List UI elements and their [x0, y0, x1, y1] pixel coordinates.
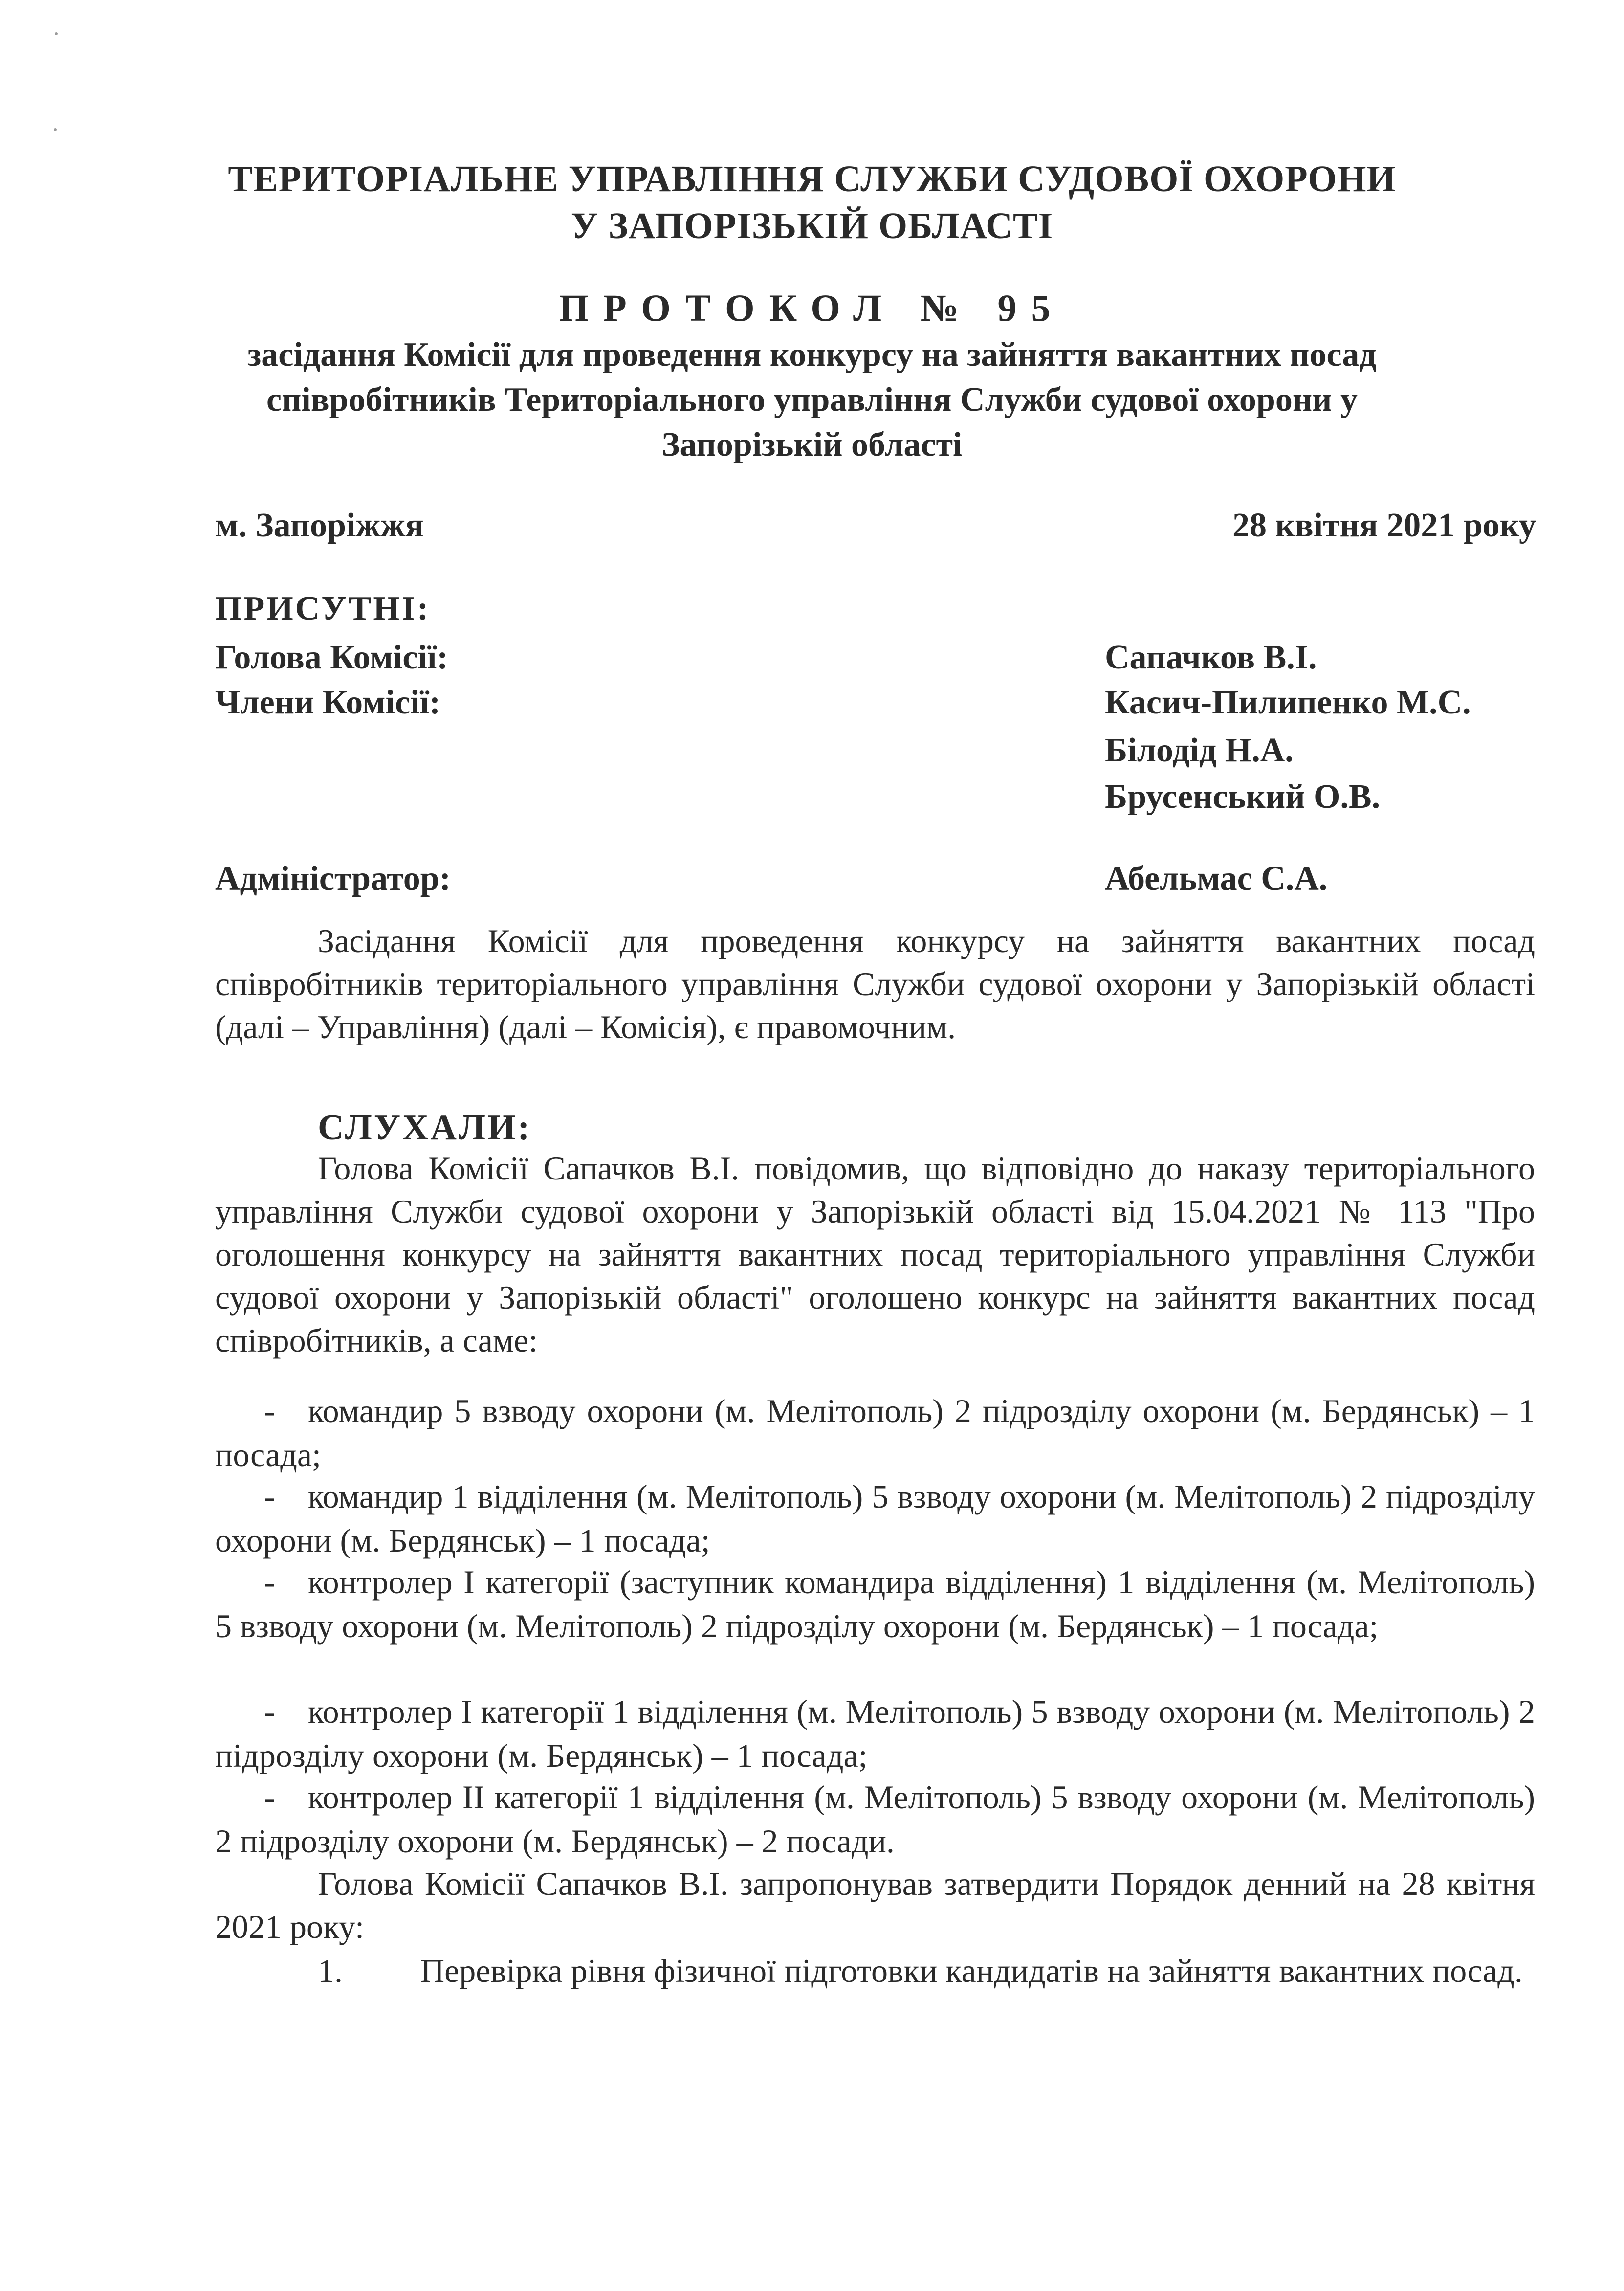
position-item: [215, 1560, 1535, 1648]
date: 28 квітня 2021 року: [1232, 507, 1536, 544]
organization-name: [147, 156, 1477, 249]
dash-bullet: -: [264, 1779, 275, 1816]
position-text: командир 1 відділення (м. Мелітополь) 5 взводу охорони (м. Мелітополь) 2 підрозділу охорони (м. Бердянськ) – 1 посада;: [215, 1478, 1535, 1559]
protocol-subtitle-line2: співробітників Територіального управління Служби судової охорони у: [266, 381, 1358, 419]
protocol-title: ПРОТОКОЛ № 95: [559, 287, 1065, 329]
position-text: контролер I категорії (заступник командира відділення) 1 відділення (м. Мелітополь) 5 взводу охорони (м. Мелітополь) 2 підрозділу охорони (м. Бердянськ) – 1 посада;: [215, 1563, 1535, 1645]
administrator-name: Абельмас С.А.: [1105, 860, 1328, 897]
scan-speck: [55, 32, 58, 35]
position-text: контролер I категорії 1 відділення (м. Мелітополь) 5 взводу охорони (м. Мелітополь) 2 підрозділу охорони (м. Бердянськ) – 1 посада;: [215, 1693, 1535, 1774]
organization-name-line1: ТЕРИТОРІАЛЬНЕ УПРАВЛІННЯ СЛУЖБИ СУДОВОЇ ОХОРОНИ: [228, 158, 1396, 200]
dash-bullet: -: [264, 1693, 275, 1730]
agenda-item-number: 1.: [318, 1952, 343, 1989]
listened-paragraph: [215, 1147, 1535, 1362]
position-item: [215, 1474, 1535, 1562]
present-heading: ПРИСУТНІ:: [215, 590, 431, 627]
protocol-subtitle: [147, 333, 1477, 467]
position-text: командир 5 взводу охорони (м. Мелітополь) 2 підрозділу охорони (м. Бердянськ) – 1 посада;: [215, 1392, 1535, 1473]
protocol-subtitle-line3: Запорізькій області: [661, 426, 963, 464]
position-item: [215, 1775, 1535, 1863]
chair-name: Сапачков В.І.: [1105, 639, 1317, 676]
position-item: [215, 1389, 1535, 1477]
member-name: Касич-Пилипенко М.С.: [1105, 684, 1471, 721]
chair-label: Голова Комісії:: [215, 639, 448, 676]
agenda-paragraph: [215, 1862, 1535, 1948]
agenda-item-text: Перевірка рівня фізичної підготовки кандидатів на зайняття вакантних посад.: [420, 1952, 1523, 1989]
intro-text: Засідання Комісії для проведення конкурсу на зайняття вакантних посад співробітників територіального управління Служби судової охорони у Запорізькій області (далі – Управління) (далі – Комісія), є правомочним.: [215, 922, 1535, 1045]
dash-bullet: -: [264, 1392, 275, 1429]
position-text: контролер II категорії 1 відділення (м. Мелітополь) 5 взводу охорони (м. Мелітополь) 2 підрозділу охорони (м. Бердянськ) – 2 посади.: [215, 1779, 1535, 1860]
scan-speck: [54, 128, 57, 131]
listened-heading: СЛУХАЛИ:: [318, 1108, 532, 1148]
dash-bullet: -: [264, 1478, 275, 1515]
member-name: Брусенський О.В.: [1105, 778, 1381, 816]
listened-text: Голова Комісії Сапачков В.І. повідомив, що відповідно до наказу територіального управління Служби судової охорони у Запорізькій області від 15.04.2021 № 113 "Про оголошення конкурсу на зайняття вакантних посад територіального управління Служби судової охорони у Запорізькій області" оголошено конкурс на зайняття вакантних посад співробітників, а саме:: [215, 1150, 1535, 1359]
administrator-label: Адміністратор:: [215, 860, 451, 897]
organization-name-line2: У ЗАПОРІЗЬКІЙ ОБЛАСТІ: [571, 205, 1053, 246]
agenda-item: [215, 1949, 1535, 1993]
dash-bullet: -: [264, 1563, 275, 1601]
member-name: Білодід Н.А.: [1105, 732, 1294, 769]
members-label: Члени Комісії:: [215, 684, 441, 721]
position-item: [215, 1690, 1535, 1778]
city: м. Запоріжжя: [215, 507, 424, 544]
protocol-subtitle-line1: засідання Комісії для проведення конкурсу на зайняття вакантних посад: [247, 336, 1377, 374]
agenda-intro-text: Голова Комісії Сапачков В.І. запропонував затвердити Порядок денний на 28 квітня 2021 року:: [215, 1865, 1535, 1945]
intro-paragraph: [215, 919, 1535, 1048]
